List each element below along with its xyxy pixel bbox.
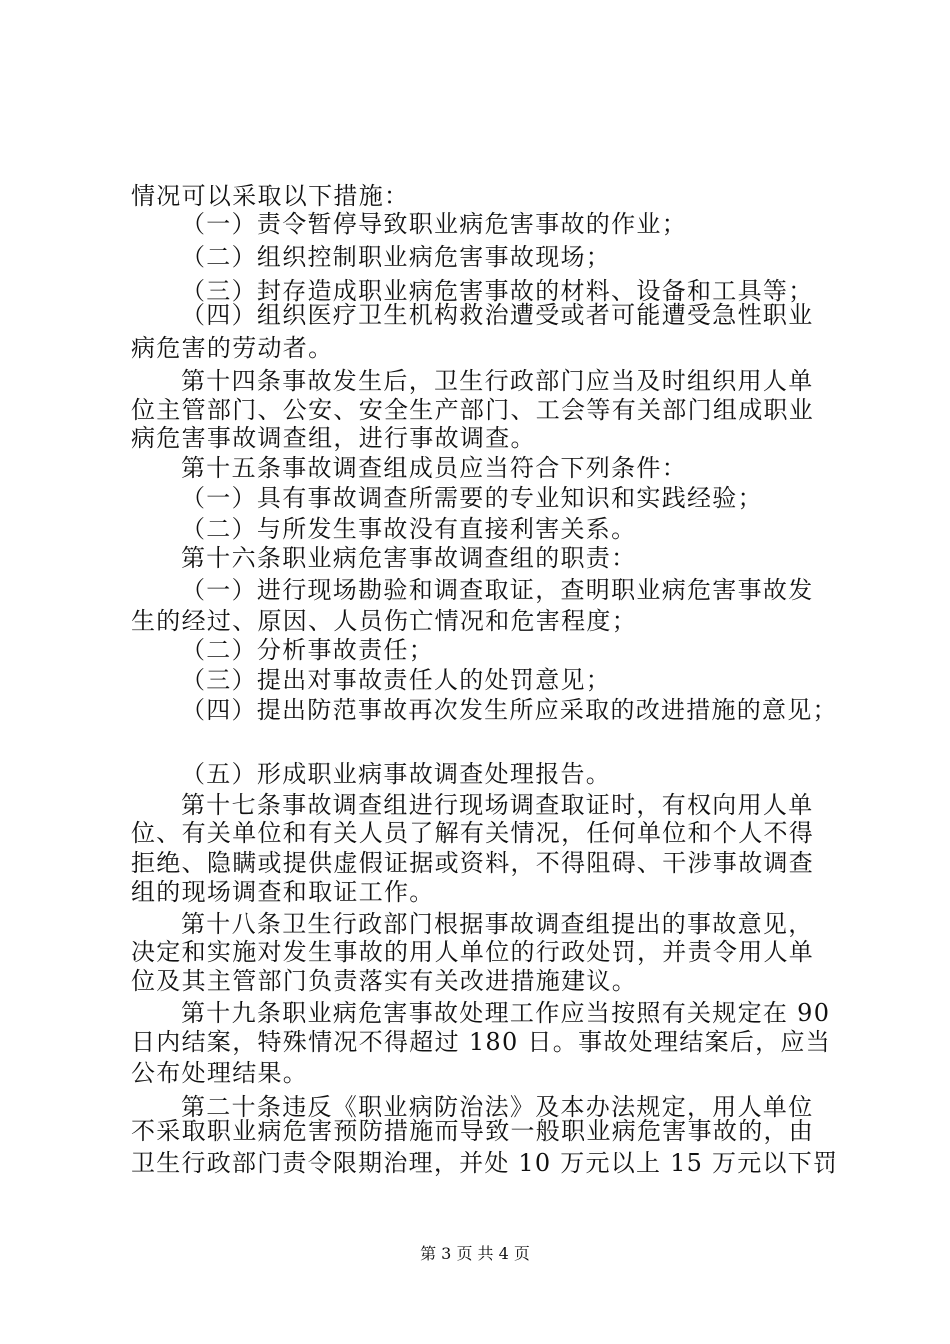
text-line: 组的现场调查和取证工作。 — [131, 878, 435, 906]
text-line: （四）组织医疗卫生机构救治遭受或者可能遭受急性职业 — [181, 301, 814, 329]
text-line: （一）具有事故调查所需要的专业知识和实践经验； — [181, 484, 763, 512]
text-line: （一）进行现场勘验和调查取证，查明职业病危害事故发 — [181, 576, 814, 604]
text-line: 病危害的劳动者。 — [131, 334, 334, 362]
text-line: （一）责令暂停导致职业病危害事故的作业； — [181, 210, 687, 238]
page-number-footer: 第 3 页 共 4 页 — [420, 1244, 530, 1263]
text-line: （二）与所发生事故没有直接利害关系。 — [181, 515, 637, 543]
text-line: 位、有关单位和有关人员了解有关情况，任何单位和个人不得 — [131, 819, 815, 847]
text-line: （四）提出防范事故再次发生所应采取的改进措施的意见； — [181, 696, 838, 724]
text-line: 第十八条卫生行政部门根据事故调查组提出的事故意见， — [181, 910, 814, 938]
text-line: 不采取职业病危害预防措施而导致一般职业病危害事故的，由 — [131, 1117, 815, 1145]
text-line: 第十四条事故发生后，卫生行政部门应当及时组织用人单 — [181, 367, 814, 395]
text-line: （二）组织控制职业病危害事故现场； — [181, 243, 612, 271]
text-line: （五）形成职业病事故调查处理报告。 — [181, 760, 612, 788]
text-line: （二）分析事故责任； — [181, 636, 434, 664]
text-line: 病危害事故调查组，进行事故调查。 — [131, 424, 536, 452]
text-line: 第二十条违反《职业病防治法》及本办法规定，用人单位 — [181, 1093, 814, 1121]
text-line: （三）提出对事故责任人的处罚意见； — [181, 666, 612, 694]
text-line: （三）封存造成职业病危害事故的材料、设备和工具等； — [181, 277, 814, 305]
text-line: 生的经过、原因、人员伤亡情况和危害程度； — [131, 607, 637, 635]
text-line: 第十七条事故调查组进行现场调查取证时，有权向用人单 — [181, 791, 814, 819]
text-line: 第十六条职业病危害事故调查组的职责： — [181, 544, 637, 572]
text-line: 第十九条职业病危害事故处理工作应当按照有关规定在 90 — [181, 999, 831, 1027]
text-line: 决定和实施对发生事故的用人单位的行政处罚，并责令用人单 — [131, 938, 815, 966]
text-line: 日内结案，特殊情况不得超过 180 日。事故处理结案后，应当 — [131, 1028, 832, 1056]
text-line: 位主管部门、公安、安全生产部门、工会等有关部门组成职业 — [131, 396, 815, 424]
text-line: 拒绝、隐瞒或提供虚假证据或资料，不得阻碍、干涉事故调查 — [131, 849, 815, 877]
text-line: 公布处理结果。 — [131, 1059, 309, 1087]
text-line: 第十五条事故调查组成员应当符合下列条件： — [181, 454, 687, 482]
text-line: 卫生行政部门责令限期治理，并处 10 万元以上 15 万元以下罚 — [131, 1149, 839, 1177]
text-line: 情况可以采取以下措施： — [131, 182, 410, 210]
text-line: 位及其主管部门负责落实有关改进措施建议。 — [131, 967, 637, 995]
